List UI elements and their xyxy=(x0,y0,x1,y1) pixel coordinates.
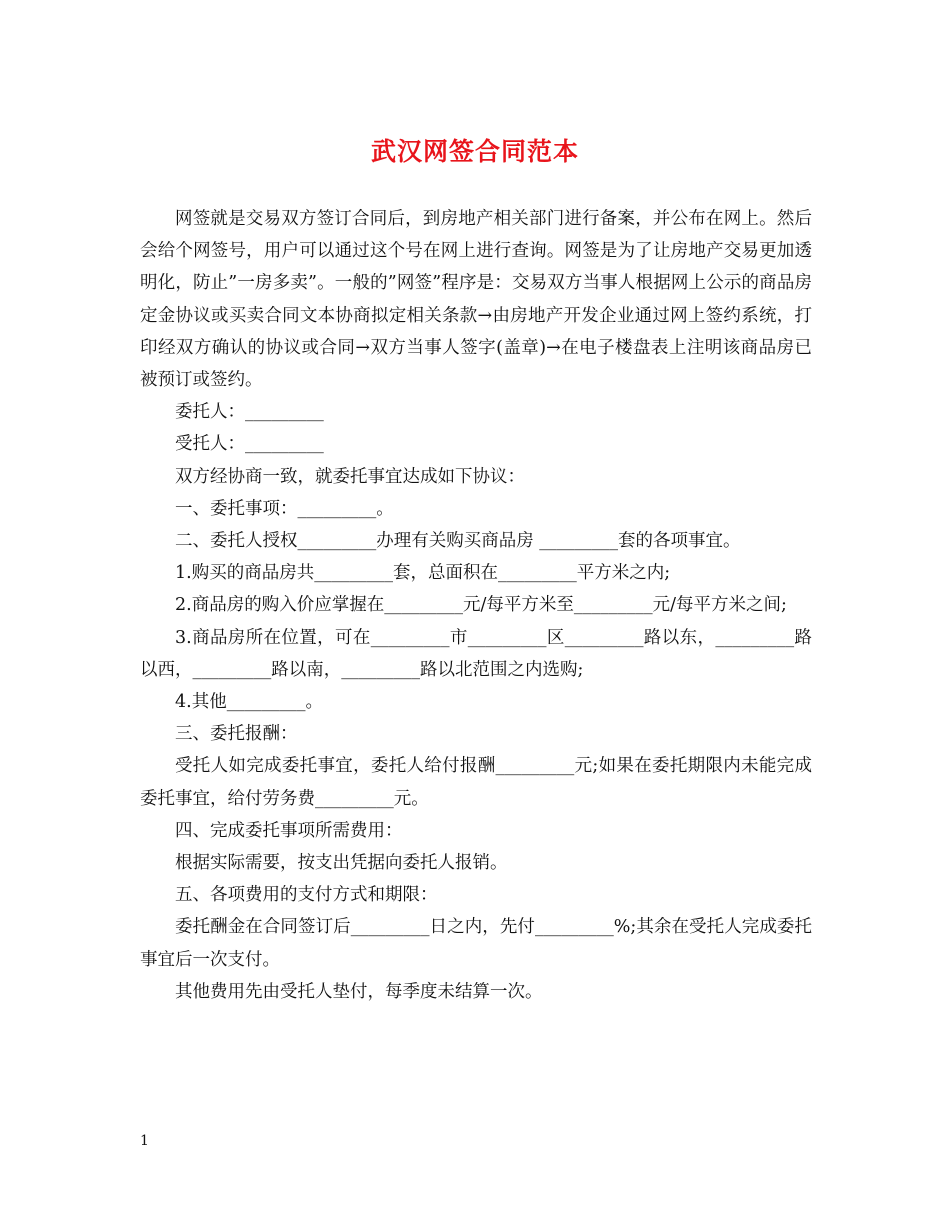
clause-4-heading: 四、完成委托事项所需费用： xyxy=(175,820,403,841)
document-title: 武汉网签合同范本 xyxy=(370,137,579,166)
page-number: 1 xyxy=(140,1133,149,1149)
agent-line: 受托人：_________ xyxy=(175,434,324,455)
clause-2-item-4: 4.其他_________。 xyxy=(175,692,323,713)
clause-2-item-2: 2.商品房的购入价应掌握在_________元/每平方米至_________元/每平方米之间; xyxy=(175,595,787,616)
agreement-intro: 双方经协商一致，就委托事宜达成如下协议： xyxy=(175,466,525,487)
clause-4-body: 根据实际需要，按支出凭据向委托人报销。 xyxy=(175,853,508,874)
clause-5-body: 委托酬金在合同签订后_________日之内，先付_________%;其余在受托人完成委托事宜后一次支付。 xyxy=(140,917,812,970)
principal-line: 委托人：_________ xyxy=(175,402,324,423)
clause-3-body: 受托人如完成委托事宜，委托人给付报酬_________元;如果在委托期限内未能完成委托事宜，给付劳务费_________元。 xyxy=(140,756,812,809)
clause-1-matter: 一、委托事项：_________。 xyxy=(175,498,394,519)
clause-3-heading: 三、委托报酬： xyxy=(175,724,298,745)
clause-5-heading: 五、各项费用的支付方式和期限： xyxy=(175,885,438,906)
clause-2-authorization: 二、委托人授权_________办理有关购买商品房 _________套的各项事宜。 xyxy=(175,531,741,552)
intro-paragraph: 网签就是交易双方签订合同后，到房地产相关部门进行备案，并公布在网上。然后会给个网签号，用户可以通过这个号在网上进行查询。网签是为了让房地产交易更加透明化，防止”一房多卖”。一般的”网签”程序是：交易双方当事人根据网上公示的商品房定金协议或买卖合同文本协商拟定相关条款→由房地产开发企业通过网上签约系统，打印经双方确认的协议或合同→双方当事人签字(盖章)→在电子楼盘表上注明该商品房已被预订或签约。 xyxy=(140,209,812,391)
document-body xyxy=(140,203,812,1008)
clause-5-other-fees: 其他费用先由受托人垫付，每季度未结算一次。 xyxy=(175,981,543,1002)
clause-2-item-1: 1.购买的商品房共_________套，总面积在_________平方米之内; xyxy=(175,563,671,584)
clause-2-item-3: 3.商品房所在位置，可在_________市_________区_________路以东，_________路以西，_________路以南，_________路以北范围之内选购; xyxy=(140,627,812,680)
